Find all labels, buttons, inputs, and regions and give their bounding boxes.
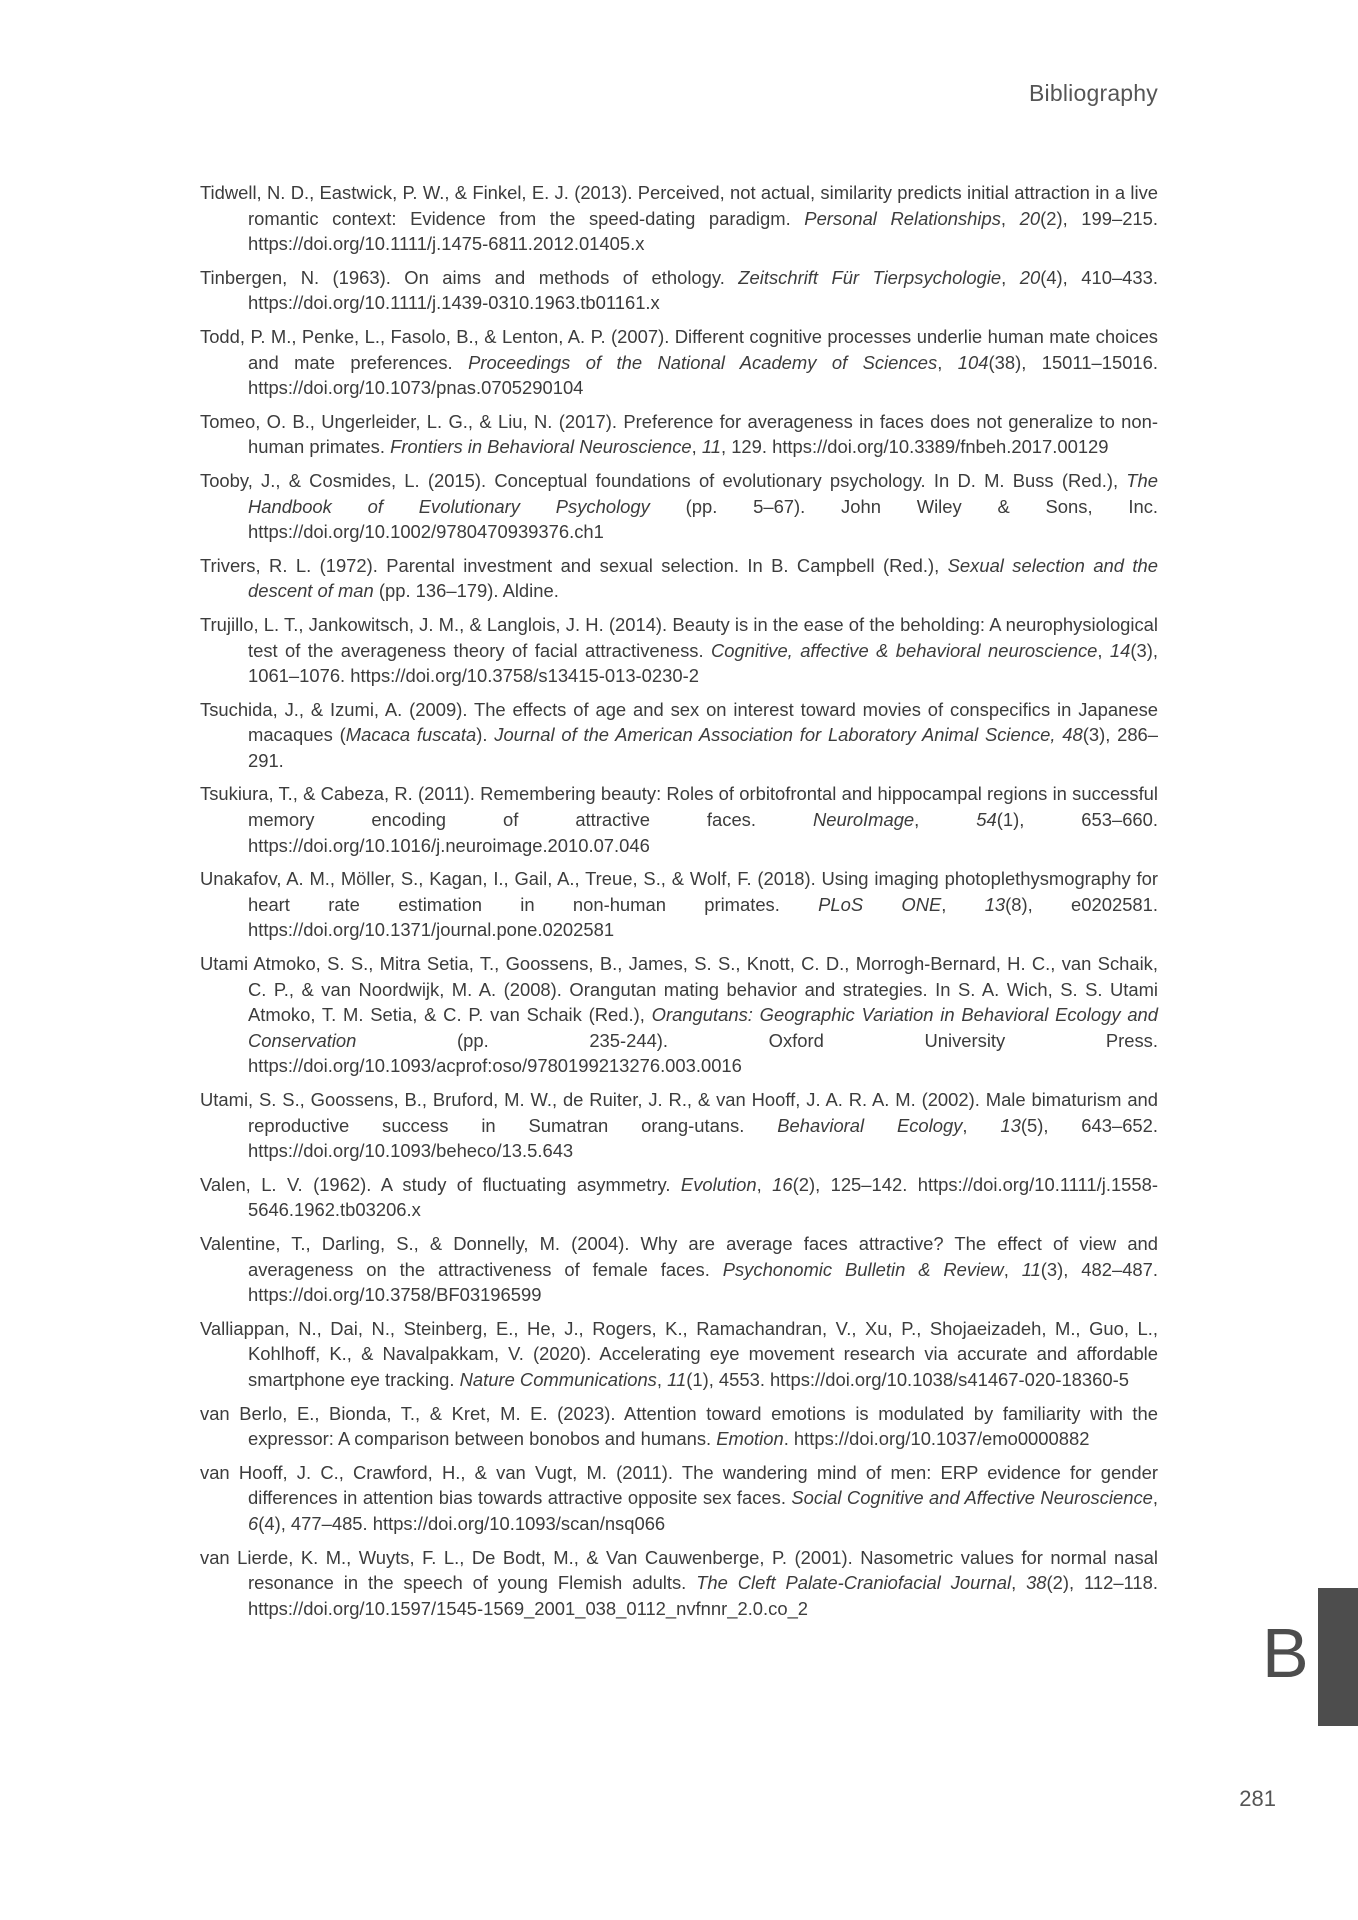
ref-sep: , — [941, 893, 985, 915]
ref-sep: , — [1001, 266, 1020, 288]
ref-sep: , — [1097, 639, 1110, 661]
reference-entry — [200, 1231, 1158, 1308]
ref-journal: Cognitive, affective & behavioral neuroscience — [711, 639, 1098, 661]
chapter-tab-marker — [1318, 1588, 1358, 1726]
reference-entry — [200, 468, 1158, 545]
ref-journal: Behavioral Ecology — [777, 1114, 963, 1136]
ref-journal: NeuroImage — [812, 809, 915, 831]
ref-text: Todd, P. M., Penke, L., Fasolo, B., & Lenton, A. P. (2007). Different cognitive processes underlie human mate choices and mate preferences. — [200, 325, 1158, 373]
reference-entry — [200, 1460, 1158, 1537]
chapter-letter: B — [1262, 1614, 1309, 1692]
ref-text: Trivers, R. L. (1972). Parental investment and sexual selection. In B. Campbell (Red.), — [200, 554, 948, 576]
ref-journal: Psychonomic Bulletin & Review — [722, 1258, 1004, 1280]
ref-journal: Social Cognitive and Affective Neuroscience — [791, 1487, 1153, 1509]
reference-entry — [200, 866, 1158, 943]
ref-journal: The Cleft Palate-Craniofacial Journal — [696, 1572, 1012, 1594]
ref-tail: (1), 653–660. https://doi.org/10.1016/j.neuroimage.2010.07.046 — [248, 809, 1158, 856]
ref-tail: (2), 125–142. https://doi.org/10.1111/j.1558-5646.1962.tb03206.x — [248, 1173, 1158, 1221]
ref-volume: 11 — [1021, 1258, 1041, 1280]
ref-journal: Zeitschrift Für Tierpsychologie — [738, 266, 1002, 288]
reference-entry — [200, 553, 1158, 604]
ref-tail: . https://doi.org/10.1037/emo0000882 — [783, 1428, 1090, 1450]
ref-sep: , — [1011, 1572, 1027, 1594]
ref-text: Tidwell, N. D., Eastwick, P. W., & Finkel, E. J. (2013). Perceived, not actual, similarity predicts initial attraction in a live romantic context: Evidence from the speed-dating paradigm. — [200, 182, 1158, 229]
ref-journal: Evolution — [680, 1173, 757, 1195]
ref-journal: Proceedings of the National Academy of Sciences — [468, 351, 938, 373]
ref-volume: Journal of the American Association for Laboratory Animal Science, 48 — [494, 724, 1083, 746]
ref-journal: Sexual selection and the descent of man — [248, 554, 1158, 602]
ref-text: van Lierde, K. M., Wuyts, F. L., De Bodt, M., & Van Cauwenberge, P. (2001). Nasometric values for normal nasal resonance in the speech of young Flemish adults. — [200, 1546, 1158, 1594]
ref-volume: 16 — [772, 1173, 793, 1195]
ref-text: Unakafov, A. M., Möller, S., Kagan, I., Gail, A., Treue, S., & Wolf, F. (2018). Using imaging photoplethysmography for heart rate estimation in non-human primates. — [200, 868, 1158, 915]
ref-text: Tomeo, O. B., Ungerleider, L. G., & Liu, N. (2017). Preference for averageness in faces does not generalize to non-human primates. — [200, 410, 1158, 458]
ref-volume: 11 — [667, 1368, 687, 1390]
ref-sep: , — [756, 1173, 773, 1195]
page-number: 281 — [1239, 1786, 1276, 1811]
ref-tail: (2), 199–215. https://doi.org/10.1111/j.1475-6811.2012.01405.x — [248, 207, 1158, 255]
reference-entry — [200, 781, 1158, 858]
ref-text: Tinbergen, N. (1963). On aims and methods of ethology. — [200, 266, 739, 288]
ref-volume: 54 — [976, 809, 997, 831]
ref-journal: Orangutans: Geographic Variation in Behavioral Ecology and Conservation — [248, 1004, 1158, 1051]
ref-volume: 104 — [957, 351, 989, 373]
ref-tail: (2), 112–118. https://doi.org/10.1597/1545-1569_2001_038_0112_nvfnnr_2.0.co_2 — [248, 1572, 1158, 1619]
ref-sep: ). — [476, 724, 495, 746]
ref-tail: (3), 286–291. — [248, 724, 1159, 771]
reference-entry — [200, 951, 1158, 1079]
ref-text: van Hooff, J. C., Crawford, H., & van Vugt, M. (2011). The wandering mind of men: ERP evidence for gender differences in attention bias towards attractive opposite sex faces. — [200, 1461, 1158, 1509]
reference-entry — [200, 1316, 1158, 1393]
ref-tail: (1), 4553. https://doi.org/10.1038/s41467-020-18360-5 — [686, 1368, 1129, 1390]
reference-entry — [200, 1087, 1158, 1164]
ref-text: Valentine, T., Darling, S., & Donnelly, M. (2004). Why are average faces attractive? The effect of view and averageness on the attractiveness of female faces. — [200, 1232, 1158, 1280]
reference-entry — [200, 1172, 1158, 1223]
reference-entry — [200, 1401, 1158, 1452]
ref-text: Utami Atmoko, S. S., Mitra Setia, T., Goossens, B., James, S. S., Knott, C. D., Morrogh-Bernard, H. C., van Schaik, C. P., & van Noordwijk, M. A. (2008). Orangutan mating behavior and strategies. In S. A. Wich, S. S. Utami Atmoko, T. M. Setia, & C. P. van Schaik (Red.), — [200, 953, 1158, 1026]
ref-volume: 6 — [248, 1512, 259, 1534]
ref-sep: , — [962, 1114, 1001, 1136]
reference-entry — [200, 180, 1158, 257]
ref-sep: , — [1003, 1258, 1022, 1280]
ref-sep: , — [914, 809, 977, 831]
bibliography-list — [200, 180, 1158, 1629]
ref-tail: (3), 1061–1076. https://doi.org/10.3758/s13415-013-0230-2 — [248, 639, 1158, 687]
ref-sep: , — [691, 436, 702, 458]
ref-tail: , 129. https://doi.org/10.3389/fnbeh.2017.00129 — [720, 436, 1109, 458]
ref-text: Valen, L. V. (1962). A study of fluctuating asymmetry. — [200, 1173, 681, 1195]
ref-journal: PLoS ONE — [818, 893, 942, 915]
ref-text: Trujillo, L. T., Jankowitsch, J. M., & Langlois, J. H. (2014). Beauty is in the ease of the beholding: A neurophysiological test of the averageness theory of facial attractiveness. — [200, 613, 1158, 661]
ref-journal: Emotion — [716, 1428, 784, 1450]
ref-tail: (4), 410–433. https://doi.org/10.1111/j.1439-0310.1963.tb01161.x — [248, 266, 1158, 314]
ref-text: Tsuchida, J., & Izumi, A. (2009). The effects of age and sex on interest toward movies of conspecifics in Japanese macaques ( — [200, 698, 1158, 746]
ref-volume: 13 — [1000, 1114, 1021, 1136]
reference-entry — [200, 697, 1158, 774]
ref-volume: 11 — [701, 436, 721, 458]
ref-tail: (4), 477–485. https://doi.org/10.1093/scan/nsq066 — [258, 1512, 666, 1534]
reference-entry — [200, 409, 1158, 460]
ref-text: Utami, S. S., Goossens, B., Bruford, M. W., de Ruiter, J. R., & van Hooff, J. A. R. A. M. (2002). Male bimaturism and reproductive success in Sumatran orang-utans. — [200, 1089, 1158, 1136]
ref-volume: 13 — [984, 893, 1006, 915]
ref-tail: (pp. 5–67). John Wiley & Sons, Inc. https://doi.org/10.1002/9780470939376.ch1 — [248, 495, 1158, 543]
ref-text: Tsukiura, T., & Cabeza, R. (2011). Remembering beauty: Roles of orbitofrontal and hippocampal regions in successful memory encoding of attractive faces. — [200, 783, 1158, 831]
ref-volume: 20 — [1019, 207, 1041, 229]
ref-tail: (pp. 136–179). Aldine. — [373, 580, 559, 602]
ref-sep: , — [1152, 1487, 1158, 1509]
ref-journal: The Handbook of Evolutionary Psychology — [248, 469, 1158, 517]
ref-volume: 14 — [1109, 639, 1131, 661]
reference-entry — [200, 265, 1158, 316]
ref-journal: Personal Relationships — [804, 207, 1001, 229]
ref-sep: , — [656, 1368, 668, 1390]
ref-tail: (3), 482–487. https://doi.org/10.3758/BF03196599 — [248, 1258, 1158, 1306]
ref-text: Valliappan, N., Dai, N., Steinberg, E., He, J., Rogers, K., Ramachandran, V., Xu, P., Shojaeizadeh, M., Guo, L., Kohlhoff, K., & Navalpakkam, V. (2020). Accelerating eye movement research via accurate and affordable smartphone eye tracking. — [200, 1317, 1158, 1390]
ref-journal: Frontiers in Behavioral Neuroscience — [390, 436, 692, 458]
ref-tail: (38), 15011–15016. https://doi.org/10.1073/pnas.0705290104 — [248, 351, 1158, 399]
ref-sep: , — [937, 351, 958, 373]
running-title: Bibliography — [1029, 80, 1158, 106]
ref-journal: Macaca fuscata — [345, 724, 477, 746]
ref-volume: 38 — [1026, 1572, 1047, 1594]
reference-entry — [200, 324, 1158, 401]
ref-volume: 20 — [1019, 266, 1041, 288]
ref-journal: Nature Communications — [459, 1368, 657, 1390]
ref-tail: (pp. 235-244). Oxford University Press. https://doi.org/10.1093/acprof:oso/9780199213276.003.0016 — [248, 1029, 1158, 1077]
ref-text: van Berlo, E., Bionda, T., & Kret, M. E. (2023). Attention toward emotions is modulated by familiarity with the expressor: A comparison between bonobos and humans. — [200, 1402, 1158, 1450]
ref-text: Tooby, J., & Cosmides, L. (2015). Conceptual foundations of evolutionary psychology. In D. M. Buss (Red.), — [200, 469, 1127, 491]
ref-tail: (5), 643–652. https://doi.org/10.1093/beheco/13.5.643 — [248, 1114, 1158, 1162]
ref-sep: , — [1000, 207, 1020, 229]
ref-tail: (8), e0202581. https://doi.org/10.1371/journal.pone.0202581 — [248, 893, 1158, 941]
reference-entry — [200, 612, 1158, 689]
reference-entry — [200, 1545, 1158, 1622]
